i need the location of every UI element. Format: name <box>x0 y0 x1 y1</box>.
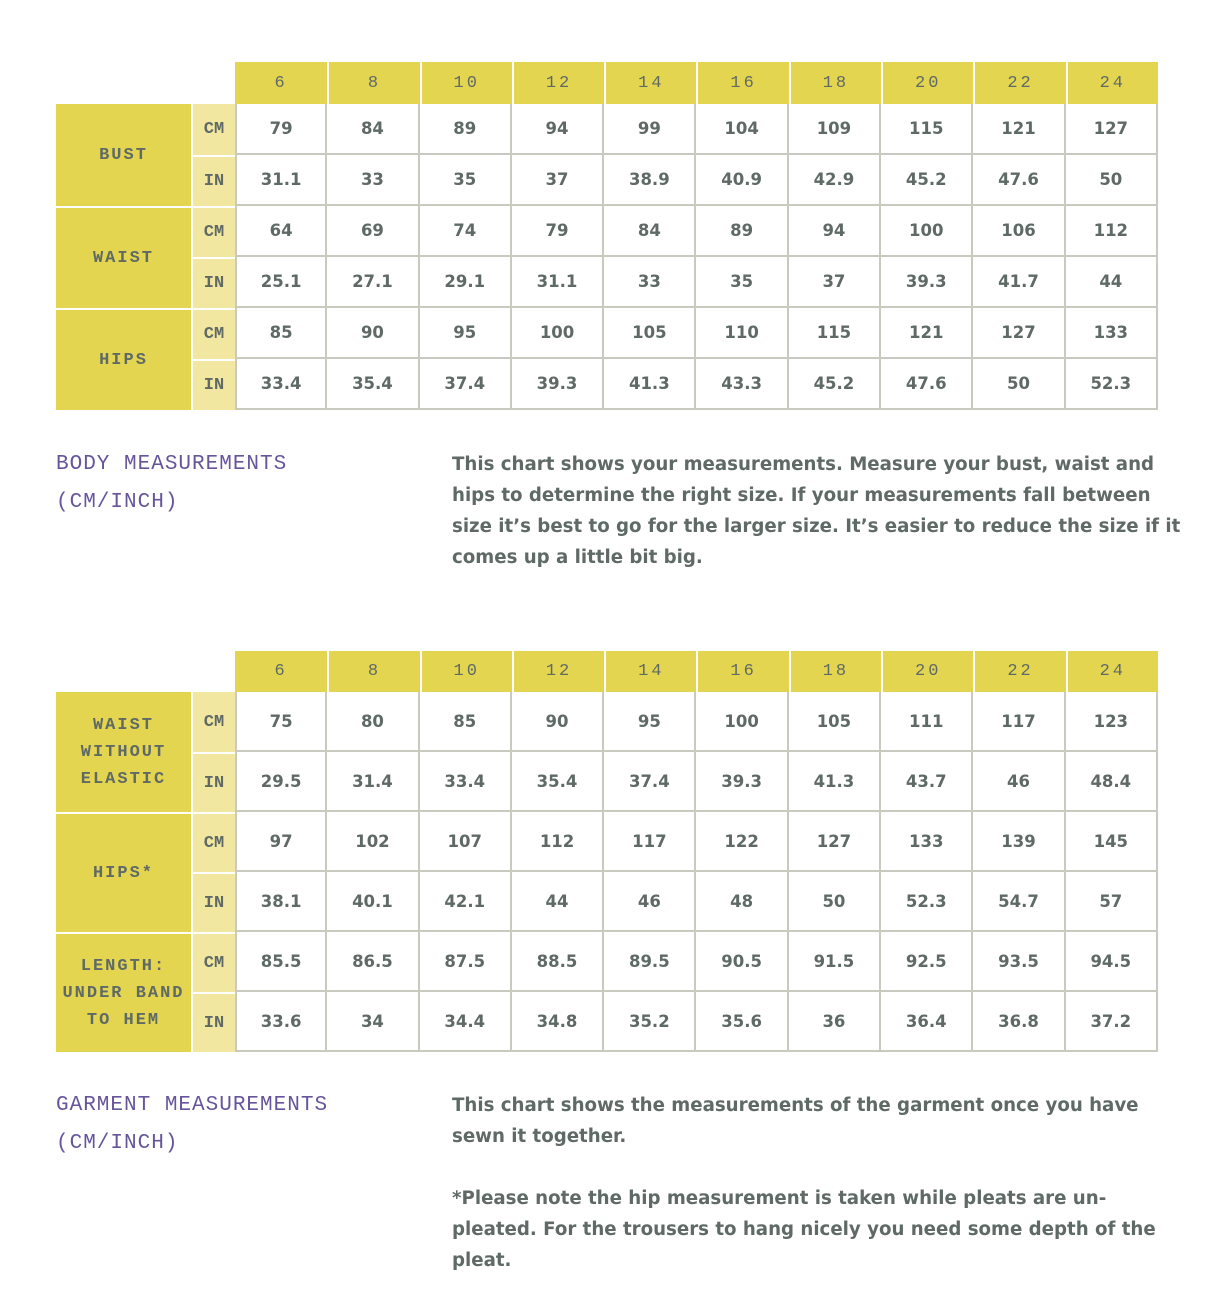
measurement-cell: 100 <box>696 692 788 752</box>
measurement-cell: 34 <box>327 992 419 1052</box>
measurement-cell: 90.5 <box>696 932 788 992</box>
measurement-cell: 95 <box>420 308 512 359</box>
measurement-cell: 97 <box>235 812 327 872</box>
measurement-cell: 36.8 <box>973 992 1065 1052</box>
measurement-cell: 79 <box>512 206 604 257</box>
measurement-cell: 115 <box>881 104 973 155</box>
measurement-cell: 75 <box>235 692 327 752</box>
measurement-cell: 37 <box>512 155 604 206</box>
measurement-cell: 100 <box>881 206 973 257</box>
table-row <box>56 206 1158 257</box>
measurement-cell: 43.7 <box>881 752 973 812</box>
title-line-1: BODY MEASUREMENTS <box>56 453 288 476</box>
unit-label-cm: CM <box>193 308 235 359</box>
measurement-cell: 115 <box>789 308 881 359</box>
unit-label-in: IN <box>193 359 235 410</box>
unit-label-in: IN <box>193 872 235 932</box>
measurement-cell: 40.9 <box>696 155 788 206</box>
measurement-cell: 79 <box>235 104 327 155</box>
unit-label-in: IN <box>193 752 235 812</box>
measurement-cell: 25.1 <box>235 257 327 308</box>
measurement-cell: 89 <box>420 104 512 155</box>
measurement-cell: 127 <box>789 812 881 872</box>
measurement-cell: 110 <box>696 308 788 359</box>
table-row <box>56 692 1158 752</box>
unit-label-cm: CM <box>193 104 235 155</box>
measurement-cell: 46 <box>604 872 696 932</box>
size-header-row <box>56 651 1158 692</box>
size-header-10: 10 <box>420 62 512 104</box>
measurement-cell: 45.2 <box>881 155 973 206</box>
measurement-cell: 38.9 <box>604 155 696 206</box>
measurement-cell: 121 <box>881 308 973 359</box>
size-header-16: 16 <box>696 651 788 692</box>
measurement-cell: 84 <box>604 206 696 257</box>
size-header-12: 12 <box>512 651 604 692</box>
category-label: BUST <box>56 104 193 206</box>
measurement-cell: 39.3 <box>512 359 604 410</box>
measurement-cell: 69 <box>327 206 419 257</box>
measurement-cell: 42.9 <box>789 155 881 206</box>
measurement-cell: 86.5 <box>327 932 419 992</box>
table-row <box>56 155 1158 206</box>
measurement-cell: 117 <box>973 692 1065 752</box>
measurement-cell: 89 <box>696 206 788 257</box>
measurement-cell: 50 <box>1066 155 1158 206</box>
measurement-cell: 48 <box>696 872 788 932</box>
measurement-cell: 123 <box>1066 692 1158 752</box>
measurement-cell: 35.4 <box>327 359 419 410</box>
measurement-cell: 121 <box>973 104 1065 155</box>
table-row <box>56 104 1158 155</box>
measurement-cell: 50 <box>973 359 1065 410</box>
measurement-cell: 33 <box>604 257 696 308</box>
size-header-20: 20 <box>881 62 973 104</box>
measurement-cell: 37 <box>789 257 881 308</box>
table-row <box>56 812 1158 872</box>
measurement-cell: 94 <box>512 104 604 155</box>
measurement-cell: 44 <box>512 872 604 932</box>
measurement-cell: 57 <box>1066 872 1158 932</box>
measurement-cell: 85 <box>235 308 327 359</box>
title-line-2: (CM/INCH) <box>56 1132 179 1155</box>
measurement-cell: 112 <box>512 812 604 872</box>
measurement-cell: 37.4 <box>420 359 512 410</box>
measurement-cell: 80 <box>327 692 419 752</box>
garment-measurements-description <box>452 1090 1182 1276</box>
measurement-cell: 37.2 <box>1066 992 1158 1052</box>
measurement-cell: 64 <box>235 206 327 257</box>
measurement-cell: 41.3 <box>604 359 696 410</box>
measurement-cell: 100 <box>512 308 604 359</box>
category-label: HIPS <box>56 308 193 410</box>
measurement-cell: 145 <box>1066 812 1158 872</box>
size-header-16: 16 <box>696 62 788 104</box>
measurement-cell: 31.1 <box>512 257 604 308</box>
measurement-cell: 29.1 <box>420 257 512 308</box>
measurement-cell: 35.6 <box>696 992 788 1052</box>
measurement-cell: 33 <box>327 155 419 206</box>
measurement-cell: 93.5 <box>973 932 1065 992</box>
description-text: This chart shows the measurements of the garment once you have sewn it together. <box>452 1095 1139 1147</box>
measurement-cell: 95 <box>604 692 696 752</box>
size-header-24: 24 <box>1066 62 1158 104</box>
measurement-cell: 35.4 <box>512 752 604 812</box>
measurement-cell: 50 <box>789 872 881 932</box>
measurement-cell: 41.3 <box>789 752 881 812</box>
measurement-cell: 46 <box>973 752 1065 812</box>
measurement-cell: 42.1 <box>420 872 512 932</box>
measurement-cell: 88.5 <box>512 932 604 992</box>
measurement-cell: 111 <box>881 692 973 752</box>
measurement-cell: 133 <box>881 812 973 872</box>
size-header-22: 22 <box>973 62 1065 104</box>
measurement-cell: 33.4 <box>235 359 327 410</box>
table-row <box>56 992 1158 1052</box>
category-label: HIPS* <box>56 812 193 932</box>
measurement-cell: 35 <box>696 257 788 308</box>
unit-label-in: IN <box>193 155 235 206</box>
size-header-8: 8 <box>327 62 419 104</box>
measurement-cell: 85 <box>420 692 512 752</box>
measurement-cell: 33.6 <box>235 992 327 1052</box>
garment-measurements-title <box>56 1087 328 1163</box>
measurement-cell: 85.5 <box>235 932 327 992</box>
table-row <box>56 932 1158 992</box>
measurement-cell: 31.4 <box>327 752 419 812</box>
measurement-cell: 34.4 <box>420 992 512 1052</box>
measurement-cell: 47.6 <box>881 359 973 410</box>
measurement-cell: 89.5 <box>604 932 696 992</box>
measurement-cell: 109 <box>789 104 881 155</box>
measurement-cell: 92.5 <box>881 932 973 992</box>
size-header-24: 24 <box>1066 651 1158 692</box>
measurement-cell: 44 <box>1066 257 1158 308</box>
measurement-cell: 37.4 <box>604 752 696 812</box>
size-header-14: 14 <box>604 651 696 692</box>
measurement-cell: 127 <box>973 308 1065 359</box>
size-header-18: 18 <box>789 62 881 104</box>
title-line-2: (CM/INCH) <box>56 491 179 514</box>
category-label: WAIST <box>56 206 193 308</box>
measurement-cell: 43.3 <box>696 359 788 410</box>
measurement-cell: 29.5 <box>235 752 327 812</box>
measurement-cell: 31.1 <box>235 155 327 206</box>
measurement-cell: 41.7 <box>973 257 1065 308</box>
body-measurements-description <box>452 449 1182 573</box>
unit-label-in: IN <box>193 992 235 1052</box>
unit-label-cm: CM <box>193 692 235 752</box>
measurement-cell: 107 <box>420 812 512 872</box>
measurement-cell: 34.8 <box>512 992 604 1052</box>
unit-label-cm: CM <box>193 932 235 992</box>
measurement-cell: 35.2 <box>604 992 696 1052</box>
measurement-cell: 38.1 <box>235 872 327 932</box>
unit-label-cm: CM <box>193 206 235 257</box>
measurement-cell: 105 <box>789 692 881 752</box>
measurement-cell: 35 <box>420 155 512 206</box>
measurement-cell: 27.1 <box>327 257 419 308</box>
measurement-cell: 40.1 <box>327 872 419 932</box>
measurement-cell: 36.4 <box>881 992 973 1052</box>
measurement-cell: 94 <box>789 206 881 257</box>
garment-measurements-table <box>56 651 1158 1052</box>
size-header-row <box>56 62 1158 104</box>
measurement-cell: 39.3 <box>696 752 788 812</box>
measurement-cell: 94.5 <box>1066 932 1158 992</box>
table-row <box>56 308 1158 359</box>
measurement-cell: 117 <box>604 812 696 872</box>
measurement-cell: 45.2 <box>789 359 881 410</box>
size-header-8: 8 <box>327 651 419 692</box>
measurement-cell: 106 <box>973 206 1065 257</box>
measurement-cell: 104 <box>696 104 788 155</box>
size-header-20: 20 <box>881 651 973 692</box>
category-label: WAIST WITHOUT ELASTIC <box>56 692 193 812</box>
size-header-18: 18 <box>789 651 881 692</box>
measurement-cell: 105 <box>604 308 696 359</box>
measurement-cell: 102 <box>327 812 419 872</box>
size-header-14: 14 <box>604 62 696 104</box>
header-blank <box>56 62 235 104</box>
table-row <box>56 872 1158 932</box>
measurement-cell: 48.4 <box>1066 752 1158 812</box>
measurement-cell: 84 <box>327 104 419 155</box>
measurement-cell: 47.6 <box>973 155 1065 206</box>
measurement-cell: 33.4 <box>420 752 512 812</box>
measurement-cell: 99 <box>604 104 696 155</box>
table-row <box>56 752 1158 812</box>
unit-label-cm: CM <box>193 812 235 872</box>
measurement-cell: 90 <box>327 308 419 359</box>
size-header-10: 10 <box>420 651 512 692</box>
body-measurements-title <box>56 446 287 522</box>
unit-label-in: IN <box>193 257 235 308</box>
measurement-cell: 139 <box>973 812 1065 872</box>
hip-note-text: *Please note the hip measurement is taken while pleats are un-pleated. For the trousers to hang nicely you need some depth of the pleat. <box>452 1188 1156 1271</box>
measurement-cell: 122 <box>696 812 788 872</box>
size-header-22: 22 <box>973 651 1065 692</box>
size-header-12: 12 <box>512 62 604 104</box>
measurement-cell: 74 <box>420 206 512 257</box>
measurement-cell: 112 <box>1066 206 1158 257</box>
measurement-cell: 52.3 <box>881 872 973 932</box>
description-text: This chart shows your measurements. Measure your bust, waist and hips to determine the right size. If your measurements fall between size it’s best to go for the larger size. It’s easier to reduce the size if it comes up a little bit big. <box>452 454 1181 568</box>
body-measurements-table <box>56 62 1158 410</box>
measurement-cell: 91.5 <box>789 932 881 992</box>
measurement-cell: 90 <box>512 692 604 752</box>
table-row <box>56 257 1158 308</box>
measurement-cell: 127 <box>1066 104 1158 155</box>
measurement-cell: 36 <box>789 992 881 1052</box>
title-line-1: GARMENT MEASUREMENTS <box>56 1094 329 1117</box>
size-header-6: 6 <box>235 651 327 692</box>
measurement-cell: 52.3 <box>1066 359 1158 410</box>
measurement-cell: 39.3 <box>881 257 973 308</box>
header-blank <box>56 651 235 692</box>
measurement-cell: 133 <box>1066 308 1158 359</box>
category-label: LENGTH: UNDER BAND TO HEM <box>56 932 193 1052</box>
table-row <box>56 359 1158 410</box>
measurement-cell: 87.5 <box>420 932 512 992</box>
size-header-6: 6 <box>235 62 327 104</box>
measurement-cell: 54.7 <box>973 872 1065 932</box>
